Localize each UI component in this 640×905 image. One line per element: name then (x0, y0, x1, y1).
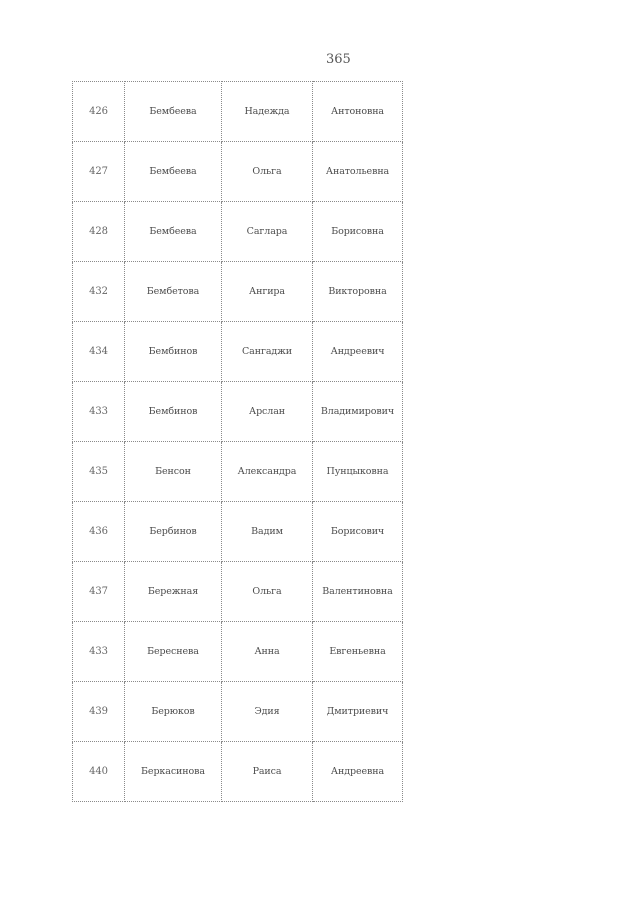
surname-cell: Бербинов (125, 502, 222, 562)
name-cell: Эдия (222, 682, 313, 742)
patronymic-cell: Андреевич (313, 322, 403, 382)
table-row (73, 442, 403, 502)
surname-cell: Бембинов (125, 322, 222, 382)
row-number: 437 (73, 562, 125, 622)
surname-cell: Береснева (125, 622, 222, 682)
patronymic-cell: Анатольевна (313, 142, 403, 202)
surname-cell: Бембеева (125, 202, 222, 262)
row-number: 439 (73, 682, 125, 742)
row-number: 433 (73, 622, 125, 682)
row-number: 440 (73, 742, 125, 802)
name-cell: Ольга (222, 562, 313, 622)
name-cell: Сангаджи (222, 322, 313, 382)
patronymic-cell: Пунцыковна (313, 442, 403, 502)
name-cell: Анна (222, 622, 313, 682)
page-number: 365 (326, 52, 351, 67)
patronymic-cell: Евгеньевна (313, 622, 403, 682)
table-row (73, 262, 403, 322)
name-cell: Ангира (222, 262, 313, 322)
row-number: 428 (73, 202, 125, 262)
name-cell: Надежда (222, 82, 313, 142)
row-number: 426 (73, 82, 125, 142)
row-number: 436 (73, 502, 125, 562)
surname-cell: Берюков (125, 682, 222, 742)
row-number: 434 (73, 322, 125, 382)
table-row (73, 382, 403, 442)
patronymic-cell: Валентиновна (313, 562, 403, 622)
patronymic-cell: Викторовна (313, 262, 403, 322)
table-row (73, 202, 403, 262)
table-row (73, 742, 403, 802)
table-row (73, 142, 403, 202)
row-number: 432 (73, 262, 125, 322)
table-row (73, 622, 403, 682)
surname-cell: Бембинов (125, 382, 222, 442)
patronymic-cell: Дмитриевич (313, 682, 403, 742)
name-cell: Арслан (222, 382, 313, 442)
patronymic-cell: Владимирович (313, 382, 403, 442)
table-row (73, 82, 403, 142)
table-row (73, 682, 403, 742)
surname-cell: Бенсон (125, 442, 222, 502)
row-number: 427 (73, 142, 125, 202)
patronymic-cell: Андреевна (313, 742, 403, 802)
table-row (73, 502, 403, 562)
surname-cell: Беркасинова (125, 742, 222, 802)
patronymic-cell: Борисович (313, 502, 403, 562)
patronymic-cell: Антоновна (313, 82, 403, 142)
surname-cell: Бембеева (125, 82, 222, 142)
name-cell: Раиса (222, 742, 313, 802)
table-row (73, 562, 403, 622)
name-cell: Саглара (222, 202, 313, 262)
table-row (73, 322, 403, 382)
name-cell: Вадим (222, 502, 313, 562)
patronymic-cell: Борисовна (313, 202, 403, 262)
surname-cell: Бембетова (125, 262, 222, 322)
surname-cell: Бережная (125, 562, 222, 622)
name-cell: Александра (222, 442, 313, 502)
surname-cell: Бембеева (125, 142, 222, 202)
row-number: 433 (73, 382, 125, 442)
name-cell: Ольга (222, 142, 313, 202)
records-table (72, 81, 403, 802)
row-number: 435 (73, 442, 125, 502)
